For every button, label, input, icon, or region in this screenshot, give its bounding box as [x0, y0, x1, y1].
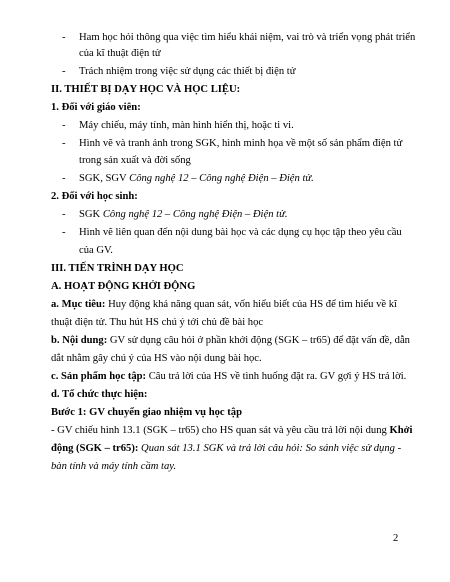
section-heading-II: II. THIẾT BỊ DẠY HỌC VÀ HỌC LIỆU: — [51, 84, 241, 95]
activity-heading: A. HOẠT ĐỘNG KHỞI ĐỘNG — [51, 281, 196, 292]
subheading-student: 2. Đối với học sinh: — [51, 191, 138, 202]
product-label: c. Sản phẩm học tập: — [51, 371, 147, 382]
step-text-cont — [51, 442, 401, 455]
content-text-cont: dắt nhằm gây chú ý của HS vào nội dung bài học. — [51, 353, 262, 364]
product-paragraph — [51, 370, 406, 383]
page-number: 2 — [393, 533, 399, 544]
content-label: b. Nội dung: — [51, 335, 108, 346]
step-text-bold: động (SGK – tr65): — [51, 443, 139, 454]
objective-line: Ham học hỏi thông qua việc tìm hiểu khái niệm, vai trò và triển vọng phát triển — [79, 32, 416, 43]
teacher-item-cont: trong sản xuất và đời sống — [79, 155, 191, 166]
goal-paragraph — [51, 298, 399, 311]
objective-line: Trách nhiệm trong việc sử dụng các thiết bị điện tử — [79, 66, 296, 77]
bullet-dash: - — [62, 32, 66, 43]
bullet-dash: - — [62, 138, 66, 149]
teacher-item-text: SGK, SGV — [79, 173, 130, 184]
goal-text: Huy động khả năng quan sát, vốn hiểu biết của HS để tìm hiểu về kĩ — [105, 299, 398, 310]
objective-line-cont: của kĩ thuật điện tử — [79, 48, 161, 59]
bullet-dash: - — [62, 209, 66, 220]
subheading-teacher: 1. Đối với giáo viên: — [51, 102, 141, 113]
step-text-body: - GV chiếu hình 13.1 (SGK – tr65) cho HS quan sát và yêu cầu trả lời nội dung — [51, 425, 390, 436]
bullet-dash: - — [62, 173, 66, 184]
bullet-dash: - — [62, 66, 66, 77]
student-item — [79, 208, 288, 221]
goal-label: a. Mục tiêu: — [51, 299, 106, 310]
organization-label: d. Tổ chức thực hiện: — [51, 389, 148, 400]
step-heading: Bước 1: GV chuyển giao nhiệm vụ học tập — [51, 407, 242, 418]
student-item-cont: của GV. — [79, 245, 113, 256]
student-item-text: SGK — [79, 209, 103, 220]
step-text — [51, 424, 412, 437]
content-paragraph — [51, 334, 410, 347]
student-item: Hình vẽ liên quan đến nội dung bài học và các dụng cụ học tập theo yêu cầu — [79, 227, 402, 238]
step-text-bold: Khởi — [389, 425, 413, 436]
teacher-item: Máy chiếu, máy tính, màn hình hiển thị, hoặc ti vi. — [79, 120, 294, 131]
bullet-dash: - — [62, 120, 66, 131]
textbook-title: Công nghệ 12 – Công nghệ Điện – Điện tử. — [102, 209, 288, 220]
content-text: GV sử dụng câu hỏi ở phần khởi động (SGK – tr65) để đặt vấn đề, dẫn — [107, 335, 410, 346]
bullet-dash: - — [62, 227, 66, 238]
teacher-item — [79, 172, 314, 185]
step-question: Quan sát 13.1 SGK và trả lời câu hỏi: So sánh việc sử dụng - — [138, 443, 402, 454]
teacher-item: Hình vẽ và tranh ảnh trong SGK, hình minh họa về một số sản phẩm điện tử — [79, 138, 403, 149]
textbook-title: Công nghệ 12 – Công nghệ Điện – Điện tử. — [129, 173, 314, 184]
step-question-cont: bàn tính và máy tính cầm tay. — [51, 461, 177, 472]
section-heading-III: III. TIẾN TRÌNH DẠY HỌC — [51, 263, 184, 274]
product-text: Câu trả lời của HS về tình huống đặt ra. GV gợi ý HS trả lời. — [146, 371, 407, 382]
goal-text-cont: thuật điện tử. Thu hút HS chú ý tới chủ đề bài học — [51, 317, 264, 328]
